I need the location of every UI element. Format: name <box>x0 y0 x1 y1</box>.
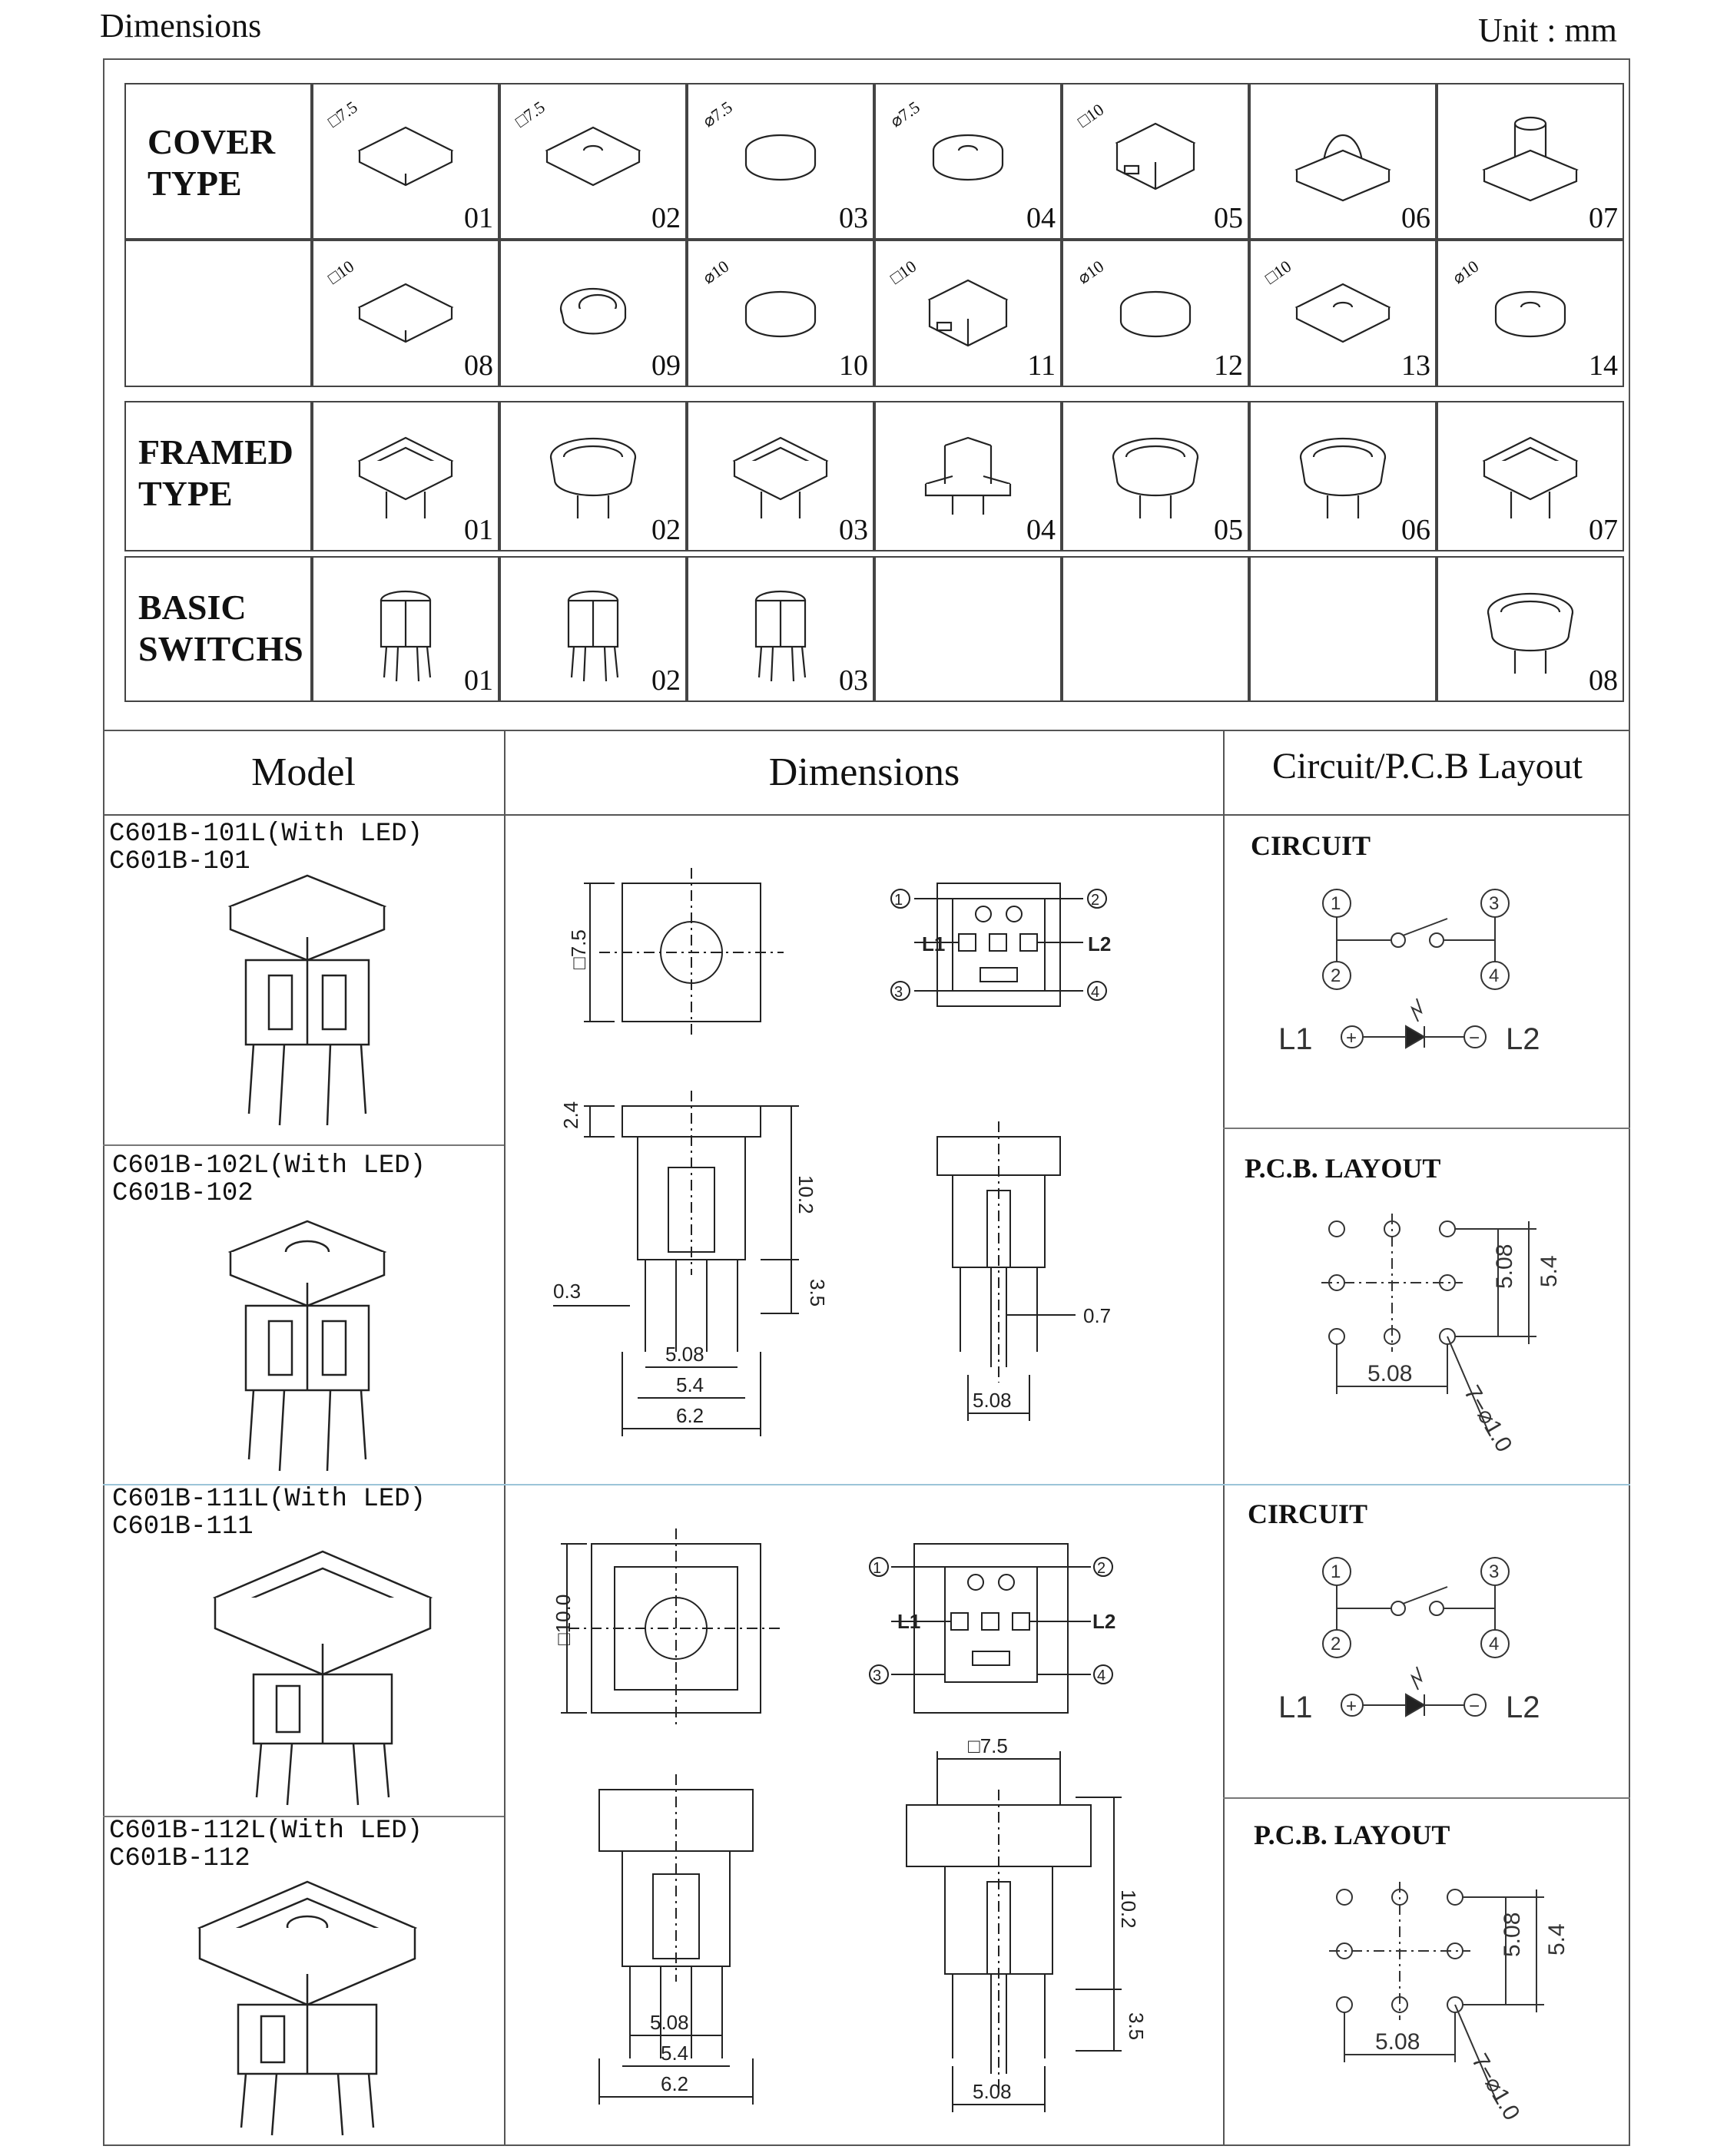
dimension-drawing-a <box>538 845 1214 1475</box>
pcb-layout-diagram <box>1306 1206 1613 1467</box>
square-tall-icon <box>907 261 1029 369</box>
item-number: 03 <box>839 514 868 546</box>
round-icon <box>719 261 842 369</box>
dim-label: 5.08 <box>973 1389 1012 1412</box>
item-number: 10 <box>839 349 868 382</box>
divider <box>103 814 1630 816</box>
cover-item <box>1249 240 1437 387</box>
dim-label: 5.08 <box>973 2080 1012 2103</box>
size-symbol: ⌀10 <box>1074 256 1108 288</box>
item-number: 02 <box>651 514 681 546</box>
plus-label: + <box>1346 1028 1357 1048</box>
model-line: C601B-102 <box>112 1179 254 1208</box>
pcb-title: P.C.B. LAYOUT <box>1245 1153 1441 1184</box>
circuit-title: CIRCUIT <box>1251 830 1371 861</box>
pin-label: 1 <box>1331 893 1341 914</box>
cylinder-icon <box>1469 104 1592 212</box>
dim-label: 5.08 <box>650 2011 689 2034</box>
row-label-cover <box>148 121 275 204</box>
switch-drawing-101 <box>215 860 399 1137</box>
model-line: C601B-111L(With LED) <box>112 1485 426 1514</box>
empty-cell <box>1249 556 1437 702</box>
size-symbol: □10 <box>1074 99 1108 131</box>
cover-item <box>1437 240 1624 387</box>
item-number: 02 <box>651 202 681 234</box>
item-number: 01 <box>464 202 493 234</box>
switch-drawing-112 <box>184 1866 430 2143</box>
pcb-dim: 5.08 <box>1500 1912 1525 1957</box>
pin-label: 4 <box>1091 984 1100 1001</box>
cover-item <box>1437 556 1624 702</box>
frame-round-icon <box>532 422 655 530</box>
cover-item <box>687 556 874 702</box>
dim-label: 5.4 <box>661 2042 689 2065</box>
led-l2-label: L2 <box>1092 1610 1116 1633</box>
square-icon <box>344 261 467 369</box>
frame-round-icon <box>1469 578 1592 685</box>
pin-label: 3 <box>1489 1562 1500 1582</box>
pcb-dim: 5.08 <box>1367 1361 1413 1386</box>
frame-square-icon <box>719 422 842 530</box>
item-number: 04 <box>1026 514 1056 546</box>
cover-item <box>1062 401 1249 551</box>
cover-item <box>312 240 499 387</box>
row-label-cell <box>124 240 312 387</box>
model-line: C601B-101 <box>109 847 250 876</box>
empty-cell <box>874 556 1062 702</box>
label-line: SWITCHS <box>138 629 303 668</box>
square-hole-icon <box>1281 261 1404 369</box>
round-hole-icon <box>1469 261 1592 369</box>
size-symbol: □7.5 <box>324 97 361 131</box>
led-l2-label: L2 <box>1506 1691 1540 1724</box>
cover-item <box>312 401 499 551</box>
plus-label: + <box>1346 1696 1357 1717</box>
minus-label: − <box>1469 1028 1480 1048</box>
size-symbol: ⌀7.5 <box>699 97 736 131</box>
circuit-diagram <box>1260 876 1583 1075</box>
dim-label: 6.2 <box>661 2072 689 2095</box>
label-line: TYPE <box>148 164 242 203</box>
pin-label: 1 <box>873 1560 882 1577</box>
pcb-layout-diagram <box>1314 1874 1621 2135</box>
frame-clip-icon <box>907 422 1029 530</box>
cover-item <box>874 401 1062 551</box>
divider <box>504 730 506 2146</box>
cover-item <box>499 240 687 387</box>
dim-label: □7.5 <box>968 1734 1008 1757</box>
pcb-dim: 5.08 <box>1375 2029 1420 2055</box>
cover-item <box>312 83 499 240</box>
frame-square-icon <box>344 422 467 530</box>
header-dimensions: Dimensions <box>768 750 960 794</box>
divider <box>1223 1128 1630 1129</box>
divider <box>103 730 1630 731</box>
pin-label: 4 <box>1097 1668 1106 1684</box>
size-symbol: □10 <box>324 256 358 288</box>
header-model: Model <box>251 750 356 794</box>
pin-label: 3 <box>1489 893 1500 914</box>
cover-item <box>1062 83 1249 240</box>
pcb-dim: 5.4 <box>1536 1255 1562 1287</box>
model-name <box>109 1817 423 1873</box>
pin-label: 4 <box>1489 1634 1500 1654</box>
model-name <box>112 1152 426 1207</box>
cover-item <box>499 401 687 551</box>
unit-label: Unit : mm <box>1478 12 1617 49</box>
square-hole-icon <box>532 104 655 212</box>
model-line: C601B-112L(With LED) <box>109 1817 423 1846</box>
cover-item <box>1249 83 1437 240</box>
item-number: 04 <box>1026 202 1056 234</box>
divider <box>103 1144 504 1146</box>
cover-item <box>1249 401 1437 551</box>
cover-item <box>499 83 687 240</box>
model-line: C601B-112 <box>109 1844 250 1873</box>
led-l1-label: L1 <box>897 1610 921 1633</box>
item-number: 01 <box>464 664 493 697</box>
pin-label: 2 <box>1331 1634 1341 1654</box>
size-symbol: □10 <box>887 256 920 288</box>
dim-label: 2.4 <box>559 1101 582 1129</box>
row-label-framed <box>138 432 293 515</box>
cover-item <box>1062 240 1249 387</box>
item-number: 11 <box>1027 349 1056 382</box>
pin-label: 1 <box>1331 1562 1341 1582</box>
circuit-diagram <box>1260 1544 1583 1744</box>
dim-label: 5.4 <box>676 1373 704 1396</box>
dim-label: □10.0 <box>552 1594 575 1645</box>
label-line: TYPE <box>138 474 233 513</box>
dome-icon <box>1281 104 1404 212</box>
item-number: 05 <box>1214 514 1243 546</box>
dim-label: 5.08 <box>665 1343 704 1366</box>
label-line: BASIC <box>138 588 247 627</box>
switch-icon <box>532 578 655 685</box>
switch-icon <box>719 578 842 685</box>
item-number: 07 <box>1589 514 1618 546</box>
page-title: Dimensions <box>100 7 262 45</box>
pcb-dim: 5.4 <box>1544 1923 1570 1956</box>
dimension-drawing-b <box>538 1528 1214 2143</box>
item-number: 06 <box>1401 514 1430 546</box>
switch-icon <box>344 578 467 685</box>
minus-label: − <box>1469 1696 1480 1717</box>
pcb-dim: 7−⌀1.0 <box>1458 1381 1517 1457</box>
frame-round-icon <box>1094 422 1217 530</box>
model-line: C601B-101L(With LED) <box>109 820 423 849</box>
pin-label: 3 <box>894 984 903 1001</box>
cover-item <box>874 83 1062 240</box>
pin-label: 4 <box>1489 965 1500 986</box>
switch-drawing-111 <box>200 1536 446 1813</box>
round-hole-icon <box>907 104 1029 212</box>
model-line: C601B-111 <box>112 1512 254 1542</box>
led-l1-label: L1 <box>1278 1691 1313 1724</box>
cover-item <box>687 401 874 551</box>
led-l2-label: L2 <box>1506 1022 1540 1056</box>
header-circuit: Circuit/P.C.B Layout <box>1271 746 1583 787</box>
item-number: 06 <box>1401 202 1430 234</box>
item-number: 05 <box>1214 202 1243 234</box>
item-number: 01 <box>464 514 493 546</box>
square-icon <box>344 104 467 212</box>
size-symbol: ⌀10 <box>1449 256 1483 288</box>
round-icon <box>719 104 842 212</box>
pcb-dim: 7−⌀1.0 <box>1466 2049 1525 2125</box>
pin-label: 2 <box>1331 965 1341 986</box>
catalog-grid <box>124 83 1619 704</box>
pin-label: 3 <box>873 1668 882 1684</box>
pin-label: 1 <box>894 892 903 909</box>
cover-item <box>687 83 874 240</box>
pin-label: 2 <box>1097 1560 1106 1577</box>
frame-round-icon <box>1281 422 1404 530</box>
frame-square-icon <box>1469 422 1592 530</box>
pcb-dim: 5.08 <box>1492 1244 1517 1289</box>
dim-label: 10.2 <box>794 1175 817 1214</box>
item-number: 14 <box>1589 349 1618 382</box>
model-line: C601B-102L(With LED) <box>112 1151 426 1181</box>
dim-label: 3.5 <box>1125 2012 1148 2041</box>
oval-icon <box>532 261 655 369</box>
round-icon <box>1094 261 1217 369</box>
item-number: 12 <box>1214 349 1243 382</box>
size-symbol: □7.5 <box>512 97 549 131</box>
dim-label: 0.3 <box>553 1280 582 1303</box>
label-line: FRAMED <box>138 432 293 472</box>
cover-item <box>312 556 499 702</box>
item-number: 03 <box>839 202 868 234</box>
cover-item <box>687 240 874 387</box>
empty-cell <box>1062 556 1249 702</box>
cover-item <box>1437 83 1624 240</box>
led-l2-label: L2 <box>1088 932 1112 955</box>
item-number: 03 <box>839 664 868 697</box>
dim-label: 10.2 <box>1117 1889 1140 1929</box>
size-symbol: ⌀7.5 <box>887 97 923 131</box>
led-l1-label: L1 <box>1278 1022 1313 1056</box>
dim-label: 6.2 <box>676 1404 704 1427</box>
item-number: 08 <box>464 349 493 382</box>
divider <box>1223 1797 1630 1799</box>
square-tall-icon <box>1094 104 1217 212</box>
pin-label: 2 <box>1091 892 1100 909</box>
switch-drawing-102 <box>215 1206 399 1482</box>
led-l1-label: L1 <box>922 932 946 955</box>
size-symbol: ⌀10 <box>699 256 733 288</box>
item-number: 13 <box>1401 349 1430 382</box>
model-name <box>112 1485 426 1541</box>
item-number: 02 <box>651 664 681 697</box>
divider <box>1223 730 1225 2146</box>
size-symbol: □10 <box>1261 256 1295 288</box>
label-line: COVER <box>148 122 276 161</box>
item-number: 09 <box>651 349 681 382</box>
row-label-basic <box>138 587 303 670</box>
dim-label: □7.5 <box>567 929 590 969</box>
circuit-title: CIRCUIT <box>1248 1499 1368 1529</box>
cover-item <box>874 240 1062 387</box>
cover-item <box>499 556 687 702</box>
pcb-title: P.C.B. LAYOUT <box>1254 1820 1450 1850</box>
item-number: 08 <box>1589 664 1618 697</box>
cover-item <box>1437 401 1624 551</box>
item-number: 07 <box>1589 202 1618 234</box>
dim-label: 0.7 <box>1083 1304 1112 1327</box>
dim-label: 3.5 <box>806 1279 829 1307</box>
